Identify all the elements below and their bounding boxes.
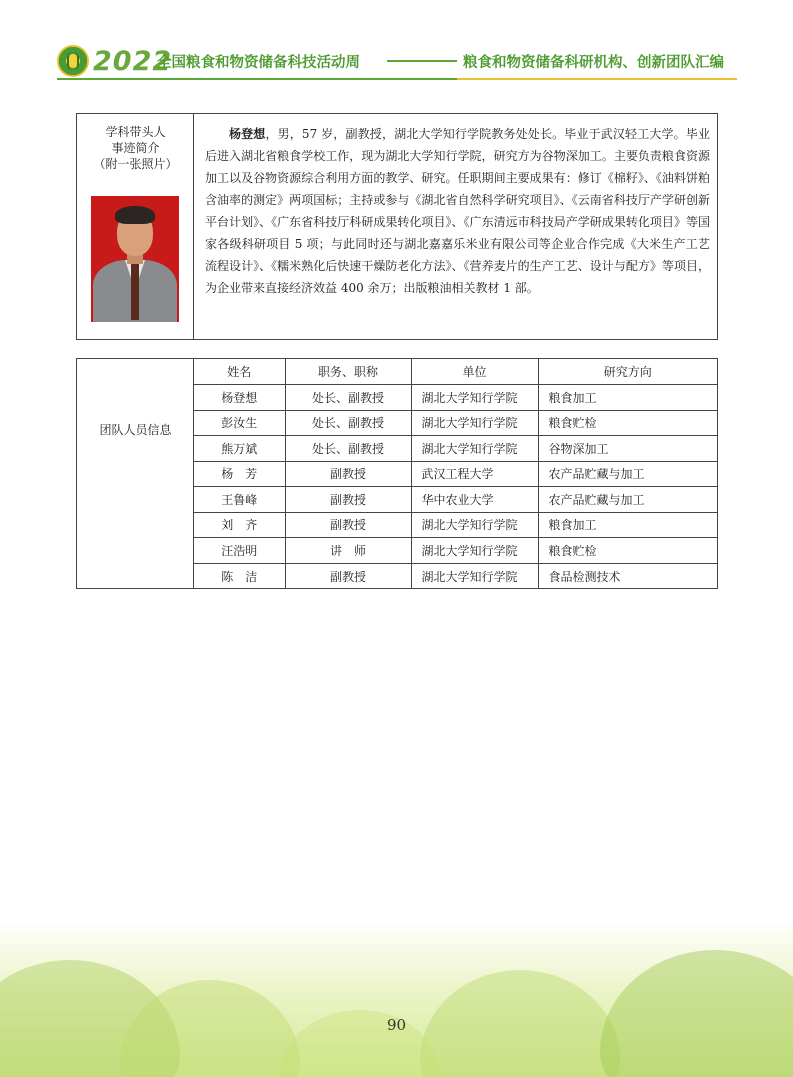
header-divider [387, 60, 457, 62]
header-event-title: 全国粮食和物资储备科技活动周 [157, 55, 360, 71]
leader-portrait-photo [91, 196, 179, 322]
member-unit: 湖北大学知行学院 [411, 436, 538, 462]
member-field: 粮食贮检 [538, 410, 717, 436]
leader-label-line: 学科带头人 [105, 125, 166, 139]
member-name: 王鲁峰 [194, 487, 285, 513]
footer-leaf-decoration [0, 920, 793, 1077]
member-name: 彭汝生 [194, 410, 285, 436]
table-row [194, 461, 717, 487]
member-field: 食品检测技术 [548, 569, 621, 584]
member-title: 副教授 [285, 512, 411, 538]
member-title: 副教授 [285, 487, 411, 513]
table-row [194, 538, 717, 564]
member-field: 粮食贮检 [538, 538, 717, 564]
table-row [194, 410, 717, 436]
member-title: 处长、副教授 [285, 410, 411, 436]
team-members-table [194, 359, 717, 589]
leader-label [77, 124, 194, 172]
member-title: 副教授 [285, 563, 411, 589]
member-unit: 湖北大学知行学院 [411, 538, 538, 564]
leader-bio [205, 123, 710, 299]
leader-bio-text: ，男，57 岁，副教授，湖北大学知行学院教务处处长。毕业于武汉轻工大学。毕业后进入湖北省粮食学校工作，现为湖北大学知行学院，研究方为谷物深加工。主要负责粮食资源加工以及谷物资源综合利用方面的教学、研究。任职期间主要成果有：修订《棉籽》、《油料饼粕含油率的测定》两项国标；主持或参与《湖北省自然科学研究项目》、《云南省科技厅产学研创新平台计划》、《广东省科技厅科研成果转化项目》、《广东清远市科技局产学研成果转化项目》等国家各级科研项目 5 项；与此同时还与湖北嘉嘉乐米业有限公司等企业合作完成《大米生产工艺流程设计》、《糯米熟化后快速干燥防老化方法》、《营养麦片的生产工艺、设计与配方》等项目，为企业带来直接经济效益 400 余万；出版粮油相关教材 1 部。 [205, 127, 710, 295]
member-name: 刘 齐 [194, 512, 285, 538]
header-subtitle: 粮食和物资储备科研机构、创新团队汇编 [463, 55, 724, 71]
member-name: 熊万斌 [194, 436, 285, 462]
team-table [76, 358, 718, 589]
member-title: 处长、副教授 [285, 436, 411, 462]
member-title: 讲 师 [285, 538, 411, 564]
grain-logo-icon [57, 45, 89, 77]
member-unit: 湖北大学知行学院 [411, 385, 538, 411]
member-field: 农产品贮藏与加工 [538, 461, 717, 487]
table-row [194, 487, 717, 513]
header-band-green [57, 78, 457, 80]
member-name: 陈 洁 [194, 563, 285, 589]
header-year: 2022 [93, 46, 173, 77]
member-unit: 华中农业大学 [411, 487, 538, 513]
leader-table [76, 113, 718, 340]
member-name: 杨登想 [194, 385, 285, 411]
column-header-unit: 单位 [411, 359, 538, 385]
leader-label-cell [77, 114, 194, 339]
member-name: 汪浩明 [194, 538, 285, 564]
member-field: 谷物深加工 [538, 436, 717, 462]
leader-label-line: （附一张照片） [93, 157, 178, 171]
member-title: 处长、副教授 [285, 385, 411, 411]
page-header [0, 0, 793, 90]
table-row [194, 385, 717, 411]
page-number: 90 [386, 1016, 407, 1034]
leader-label-line: 事迹简介 [111, 141, 160, 155]
column-header-name: 姓名 [194, 359, 285, 385]
table-row [194, 563, 717, 589]
table-row [194, 512, 717, 538]
table-header-row [194, 359, 717, 385]
team-label-cell [77, 359, 194, 588]
member-field: 粮食加工 [538, 385, 717, 411]
member-unit: 武汉工程大学 [411, 461, 538, 487]
column-header-field: 研究方向 [538, 359, 717, 385]
member-name: 杨 芳 [194, 461, 285, 487]
member-unit: 湖北大学知行学院 [411, 563, 538, 589]
team-label: 团队人员信息 [99, 423, 172, 437]
member-title: 副教授 [285, 461, 411, 487]
member-field: 农产品贮藏与加工 [538, 487, 717, 513]
member-unit: 湖北大学知行学院 [411, 512, 538, 538]
member-unit: 湖北大学知行学院 [411, 410, 538, 436]
member-field: 粮食加工 [538, 512, 717, 538]
header-band-yellow [457, 78, 737, 80]
leader-name: 杨登想 [229, 127, 266, 141]
column-header-title: 职务、职称 [285, 359, 411, 385]
table-row [194, 436, 717, 462]
